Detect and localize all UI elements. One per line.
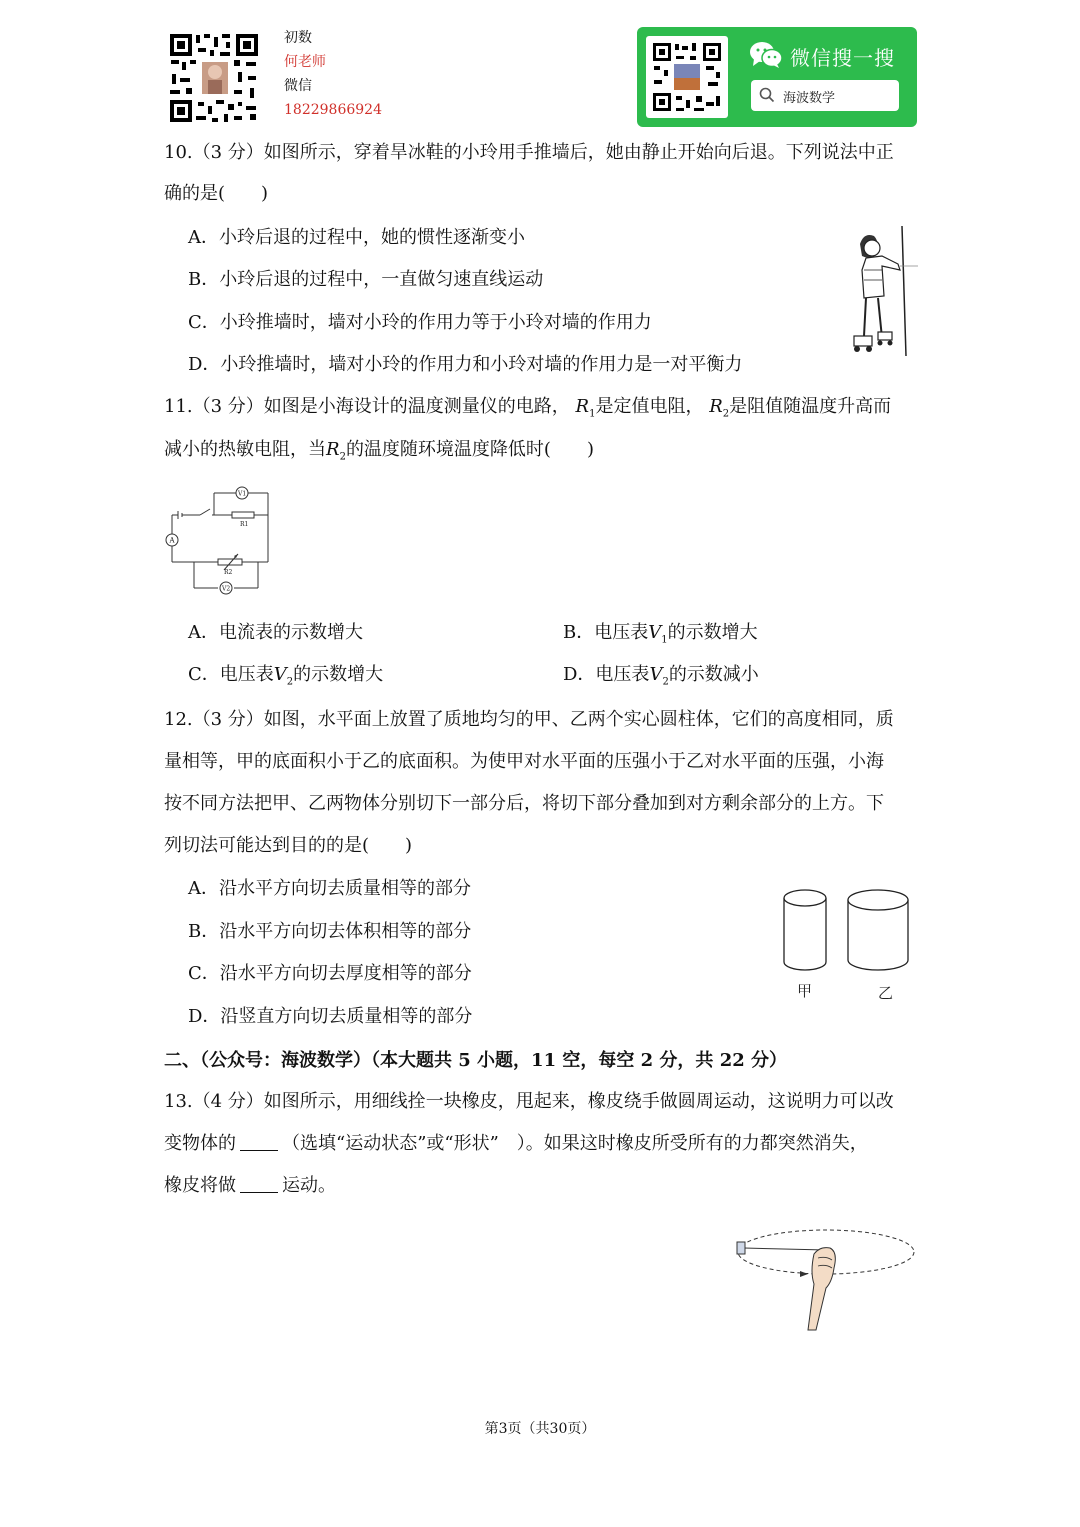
q13-stem-line1: 13.（4 分）如图所示，用细线拴一块橡皮，甩起来，橡皮绕手做圆周运动，这说明力可以改 bbox=[164, 1091, 894, 1112]
contact-phone: 18229866924 bbox=[284, 102, 382, 118]
q10-option-c[interactable]: C．小玲推墙时，墙对小玲的作用力等于小玲对墙的作用力 bbox=[188, 312, 652, 333]
q12-stem-line4: 列切法可能达到目的的是( ) bbox=[164, 835, 413, 856]
qr-code-left bbox=[168, 32, 260, 124]
q12-stem-line1: 12.（3 分）如图，水平面上放置了质地均匀的甲、乙两个实心圆柱体，它们的高度相同，质 bbox=[164, 709, 894, 730]
q11-circuit-diagram bbox=[164, 484, 276, 598]
q11-option-d[interactable] bbox=[563, 662, 759, 696]
q11-stem-line1 bbox=[164, 394, 891, 428]
contact-line-subject: 初数 bbox=[284, 30, 312, 46]
q13-text-d: 运动。 bbox=[282, 1175, 336, 1196]
q12-option-a[interactable]: A．沿水平方向切去质量相等的部分 bbox=[188, 878, 471, 899]
q13-text-c: 橡皮将做 bbox=[164, 1175, 236, 1196]
search-icon bbox=[759, 87, 775, 107]
q11-circuit-label-r1: R1 bbox=[240, 521, 249, 528]
q11-option-d-sub: 2 bbox=[662, 676, 669, 688]
q11-var-r2: R bbox=[709, 396, 723, 417]
q13-blank-1[interactable] bbox=[240, 1132, 278, 1151]
q11-circuit-label-r2: R2 bbox=[224, 569, 233, 576]
q11-sub-2b: 2 bbox=[339, 451, 346, 463]
q11-circuit-label-a: A bbox=[169, 536, 175, 545]
q10-stem-line1: 10.（3 分）如图所示，穿着旱冰鞋的小玲用手推墙后，她由静止开始向后退。下列说法中正 bbox=[164, 142, 894, 163]
q11-text-a: 11.（3 分）如图是小海设计的温度测量仪的电路， bbox=[164, 396, 570, 417]
q11-option-b-post: 的示数增大 bbox=[667, 622, 758, 643]
q11-text-e: 的温度随环境温度降低时( ) bbox=[345, 439, 594, 460]
contact-line-wechat: 微信 bbox=[284, 78, 312, 94]
q11-option-b[interactable] bbox=[563, 620, 758, 654]
q13-stem-line3 bbox=[164, 1173, 336, 1199]
q10-option-b[interactable]: B．小玲后退的过程中，一直做匀速直线运动 bbox=[188, 269, 544, 290]
q13-text-a: 变物体的 bbox=[164, 1133, 236, 1154]
q11-option-d-post: 的示数减小 bbox=[668, 664, 759, 685]
q13-blank-2[interactable] bbox=[240, 1174, 278, 1193]
q10-option-a[interactable]: A．小玲后退的过程中，她的惯性逐渐变小 bbox=[188, 227, 525, 248]
q11-option-c[interactable] bbox=[188, 662, 383, 696]
q13-text-b: （选填“运动状态”或“形状” ）。如果这时橡皮所受所有的力都突然消失， bbox=[282, 1133, 868, 1154]
q11-sub-1: 1 bbox=[589, 408, 596, 420]
q11-text-b: 是定值电阻， bbox=[595, 396, 704, 417]
q12-label-jia: 甲 bbox=[797, 982, 813, 1000]
contact-line-teacher: 何老师 bbox=[284, 54, 326, 70]
q11-option-d-var: V bbox=[649, 664, 663, 685]
wechat-search-value: 海波数学 bbox=[783, 91, 836, 106]
q12-option-c[interactable]: C．沿水平方向切去厚度相等的部分 bbox=[188, 963, 472, 984]
q11-option-c-post: 的示数增大 bbox=[293, 664, 384, 685]
q12-option-b[interactable]: B．沿水平方向切去体积相等的部分 bbox=[188, 921, 472, 942]
wechat-icon bbox=[749, 41, 783, 69]
wechat-search-title: 微信搜一搜 bbox=[790, 46, 895, 70]
wechat-search-banner[interactable] bbox=[637, 27, 917, 127]
q11-var-r2b: R bbox=[326, 439, 340, 460]
q11-option-d-pre: D．电压表 bbox=[563, 664, 650, 685]
q11-var-r1: R bbox=[575, 396, 590, 417]
q11-option-b-sub: 1 bbox=[661, 634, 668, 646]
q11-sub-2: 2 bbox=[722, 408, 730, 420]
q11-option-c-pre: C．电压表 bbox=[188, 664, 274, 685]
q12-cylinders-figure bbox=[776, 884, 916, 1004]
contact-block bbox=[284, 26, 382, 122]
q11-option-c-var: V bbox=[273, 664, 287, 685]
page-number: 第3页（共30页） bbox=[484, 1421, 596, 1437]
q10-option-d[interactable]: D．小玲推墙时，墙对小玲的作用力和小玲对墙的作用力是一对平衡力 bbox=[188, 354, 743, 375]
q11-stem-line2 bbox=[164, 437, 594, 471]
q11-circuit-label-v1: V1 bbox=[238, 490, 247, 498]
q11-text-c: 是阻值随温度升高而 bbox=[729, 396, 892, 417]
q13-stem-line2 bbox=[164, 1131, 868, 1157]
q12-stem-line2: 量相等，甲的底面积小于乙的底面积。为使甲对水平面的压强小于乙对水平面的压强，小海 bbox=[164, 751, 884, 772]
q11-text-d: 减小的热敏电阻，当 bbox=[164, 439, 326, 460]
q12-stem-line3: 按不同方法把甲、乙两物体分别切下一部分后，将切下部分叠加到对方剩余部分的上方。下 bbox=[164, 793, 884, 814]
qr-code-right bbox=[646, 36, 728, 118]
q10-stem-line2: 确的是( ) bbox=[164, 183, 269, 204]
q11-circuit-label-v2: V2 bbox=[222, 585, 231, 593]
q12-label-yi: 乙 bbox=[878, 984, 894, 1002]
q11-option-b-pre: B．电压表 bbox=[563, 622, 649, 643]
section-2-heading: 二、（公众号：海波数学）（本大题共 5 小题，11 空，每空 2 分，共 22 分） bbox=[164, 1050, 788, 1071]
q11-option-b-var: V bbox=[648, 622, 662, 643]
q12-option-d[interactable]: D．沿竖直方向切去质量相等的部分 bbox=[188, 1006, 473, 1027]
q10-girl-pushing-wall-figure bbox=[842, 226, 918, 358]
q11-option-a[interactable]: A．电流表的示数增大 bbox=[188, 622, 363, 643]
q11-option-c-sub: 2 bbox=[286, 676, 294, 688]
wechat-search-input[interactable] bbox=[751, 80, 899, 111]
q13-eraser-circular-motion-figure bbox=[734, 1228, 918, 1332]
